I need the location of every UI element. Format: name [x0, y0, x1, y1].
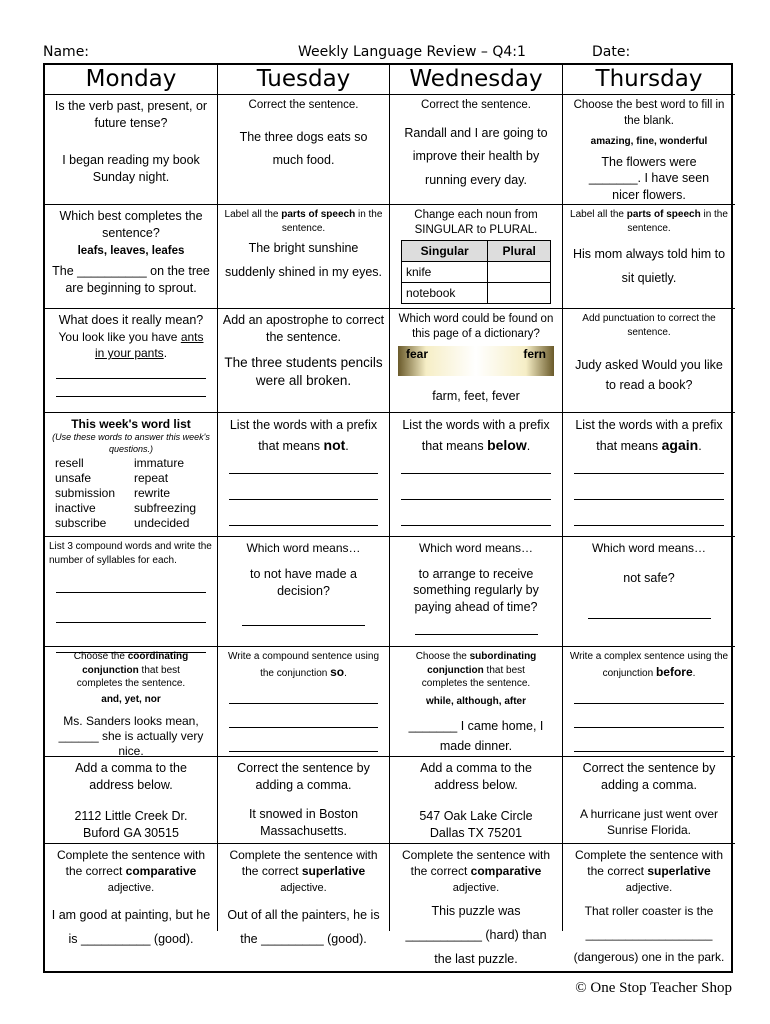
answer-line[interactable] — [574, 456, 725, 474]
name-label: Name: — [43, 44, 90, 60]
word-list — [49, 456, 213, 531]
answer-line[interactable] — [56, 379, 207, 397]
word-options: and, yet, nor — [101, 693, 161, 705]
monday-comparative — [45, 844, 218, 946]
question: Which word means… — [591, 541, 707, 555]
day-header-monday: Monday — [45, 65, 218, 95]
thursday-best-word — [563, 95, 735, 205]
plural-answer[interactable] — [488, 282, 551, 303]
thursday-add-comma — [563, 757, 735, 844]
question: Correct the sentence by adding a comma. — [582, 761, 716, 792]
sentence: I am good at painting, but he is __________ (good). — [51, 908, 211, 946]
question: Choose the coordinating conjunction that best completes the sentence. — [73, 651, 189, 689]
answer-line[interactable] — [229, 686, 379, 704]
question: Choose the subordinating conjunction that best completes the sentence. — [415, 651, 537, 689]
day-header-thursday: Thursday — [563, 65, 735, 95]
monday-compound-words — [45, 537, 218, 647]
day-header-wednesday: Wednesday — [390, 65, 563, 95]
question: What does it really mean? — [58, 313, 204, 327]
question: List the words with a prefix that means below. — [402, 418, 550, 453]
question: Choose the best word to fill in the blank. — [573, 99, 725, 127]
monday-verb-tense — [45, 95, 218, 205]
monday-word-list — [45, 413, 218, 537]
thursday-superlative — [563, 844, 735, 964]
word-options: amazing, fine, wonderful — [590, 136, 708, 148]
word-options: farm, feet, fever — [432, 388, 520, 403]
answer-line[interactable] — [229, 734, 379, 752]
footer-copyright: © One Stop Teacher Shop — [575, 980, 732, 996]
monday-best-completes — [45, 205, 218, 309]
thursday-word-meaning — [563, 537, 735, 647]
sentence: The three students pencils were all broken. — [224, 354, 383, 388]
sentence: Judy asked Would you like to read a book? — [575, 358, 723, 392]
answer-line[interactable] — [415, 617, 538, 635]
sentence: It snowed in Boston Massachusetts. — [248, 806, 359, 838]
sentence: The three dogs eats so much food. — [239, 129, 368, 168]
header-singular: Singular — [402, 240, 488, 261]
review-grid — [43, 63, 733, 973]
tuesday-add-comma — [218, 757, 390, 844]
day-header-tuesday: Tuesday — [218, 65, 390, 95]
question: Correct the sentence. — [421, 99, 531, 111]
wednesday-subordinating-conjunction — [390, 647, 563, 757]
question: Which word means… — [246, 541, 361, 555]
word: unsafe — [55, 470, 92, 485]
address-line: Buford GA 30515 — [83, 825, 179, 840]
sentence: Ms. Sanders looks mean, ______ she is actually very nice. — [58, 714, 204, 758]
answer-line[interactable] — [401, 482, 552, 500]
question: Label all the parts of speech in the sentence. — [570, 209, 728, 234]
sentence: You look like you have ants in your pants. — [58, 329, 204, 361]
question: Correct the sentence. — [248, 99, 359, 111]
word-options: leafs, leaves, leafes — [77, 244, 185, 257]
sentence: His mom always told him to sit quietly. — [572, 247, 726, 285]
answer-line[interactable] — [574, 710, 725, 728]
word: undecided — [134, 515, 190, 530]
answer-line[interactable] — [242, 608, 364, 626]
tuesday-word-meaning — [218, 537, 390, 647]
word: inactive — [55, 500, 96, 515]
thursday-parts-of-speech — [563, 205, 735, 309]
answer-line[interactable] — [574, 686, 725, 704]
tuesday-superlative — [218, 844, 390, 946]
guide-word-right: fern — [523, 346, 546, 361]
wednesday-word-meaning — [390, 537, 563, 647]
word: resell — [55, 455, 84, 470]
answer-line[interactable] — [574, 508, 725, 526]
tuesday-apostrophe — [218, 309, 390, 413]
guide-word-left: fear — [406, 346, 429, 361]
question: Add punctuation to correct the sentence. — [582, 313, 716, 338]
sentence: Out of all the painters, he is the _________ (good). — [227, 908, 380, 946]
word: subfreezing — [134, 500, 197, 515]
date-label: Date: — [592, 44, 631, 60]
answer-line[interactable] — [574, 734, 725, 752]
word: rewrite — [134, 485, 171, 500]
question: Correct the sentence by adding a comma. — [237, 761, 370, 792]
answer-line[interactable] — [229, 482, 379, 500]
word-list-title: This week's word list — [71, 417, 191, 431]
question: List the words with a prefix that means again. — [575, 418, 723, 453]
plural-answer[interactable] — [488, 261, 551, 282]
word: submission — [55, 485, 116, 500]
wednesday-comparative — [390, 844, 563, 966]
wednesday-address-comma — [390, 757, 563, 844]
tuesday-compound-sentence — [218, 647, 390, 757]
question: Is the verb past, present, or future tense? — [54, 99, 208, 130]
question: Complete the sentence with the correct superlative adjective. — [574, 848, 724, 895]
wednesday-dictionary — [390, 309, 563, 413]
singular-word: notebook — [402, 282, 488, 303]
sentence: _______ I came home, I made dinner. — [408, 719, 544, 753]
answer-line[interactable] — [574, 482, 725, 500]
answer-line[interactable] — [401, 508, 552, 526]
sentence: Randall and I are going to improve their health by running every day. — [404, 125, 548, 188]
question: Write a compound sentence using the conjunction so. — [227, 651, 379, 679]
tuesday-prefix-not — [218, 413, 390, 537]
wednesday-prefix-below — [390, 413, 563, 537]
sentence: to arrange to receive something regularly by paying ahead of time? — [413, 567, 539, 614]
question: Complete the sentence with the correct comparative adjective. — [401, 848, 551, 895]
question: Complete the sentence with the correct comparative adjective. — [56, 848, 206, 895]
question: Which word could be found on this page of a dictionary? — [398, 313, 554, 340]
tuesday-correct-sentence — [218, 95, 390, 205]
monday-address-comma — [45, 757, 218, 844]
address-line: 547 Oak Lake Circle — [419, 808, 533, 823]
dictionary-page-image — [398, 346, 554, 376]
thursday-prefix-again — [563, 413, 735, 537]
singular-word: knife — [402, 261, 488, 282]
word: immature — [134, 455, 185, 470]
word: repeat — [134, 470, 169, 485]
answer-line[interactable] — [56, 605, 207, 623]
question: Add an apostrophe to correct the sentence. — [222, 313, 385, 344]
word-list-note: (Use these words to answer this week's questions.) — [52, 432, 210, 454]
sentence: The __________ on the tree are beginning to sprout. — [52, 264, 210, 296]
sentence: That roller coaster is the ___________________ (dangerous) one in the park. — [573, 904, 725, 964]
address-line: Dallas TX 75201 — [429, 825, 523, 840]
thursday-complex-sentence — [563, 647, 735, 757]
header-plural: Plural — [488, 240, 551, 261]
question: Change each noun from SINGULAR to PLURAL. — [414, 209, 538, 236]
answer-line[interactable] — [229, 508, 379, 526]
thursday-punctuation — [563, 309, 735, 413]
word: subscribe — [55, 515, 107, 530]
question: List 3 compound words and write the number of syllables for each. — [49, 541, 212, 566]
tuesday-parts-of-speech — [218, 205, 390, 309]
question: Add a comma to the address below. — [75, 761, 187, 792]
monday-idiom — [45, 309, 218, 413]
sentence: to not have made a decision? — [249, 567, 358, 599]
monday-coordinating-conjunction — [45, 647, 218, 757]
question: Which word means… — [418, 541, 534, 555]
question: Label all the parts of speech in the sentence. — [224, 209, 383, 234]
wednesday-plural-nouns — [390, 205, 563, 309]
question: Add a comma to the address below. — [420, 761, 532, 792]
answer-line[interactable] — [56, 575, 207, 593]
answer-line[interactable] — [401, 456, 552, 474]
sentence: not safe? — [623, 571, 675, 586]
question: Which best completes the sentence? — [59, 209, 203, 240]
question: Complete the sentence with the correct superlative adjective. — [229, 848, 378, 895]
sentence: I began reading my book Sunday night. — [62, 152, 200, 184]
sentence: A hurricane just went over Sunrise Florida. — [579, 806, 719, 837]
word-options: while, although, after — [425, 695, 526, 707]
wednesday-correct-sentence — [390, 95, 563, 205]
address-line: 2112 Little Creek Dr. — [74, 808, 188, 823]
plural-table — [401, 240, 551, 304]
page-title: Weekly Language Review – Q4:1 — [298, 44, 526, 60]
answer-line[interactable] — [588, 601, 711, 619]
answer-line[interactable] — [56, 361, 207, 379]
answer-line[interactable] — [229, 710, 379, 728]
sentence: This puzzle was ___________ (hard) than the last puzzle. — [405, 904, 547, 966]
answer-line[interactable] — [229, 456, 379, 474]
question: List the words with a prefix that means not. — [229, 418, 378, 453]
sentence: The bright sunshine suddenly shined in my eyes. — [224, 241, 383, 279]
question: Write a complex sentence using the conjunction before. — [569, 651, 729, 679]
sentence: The flowers were _______. I have seen nicer flowers. — [588, 154, 710, 203]
